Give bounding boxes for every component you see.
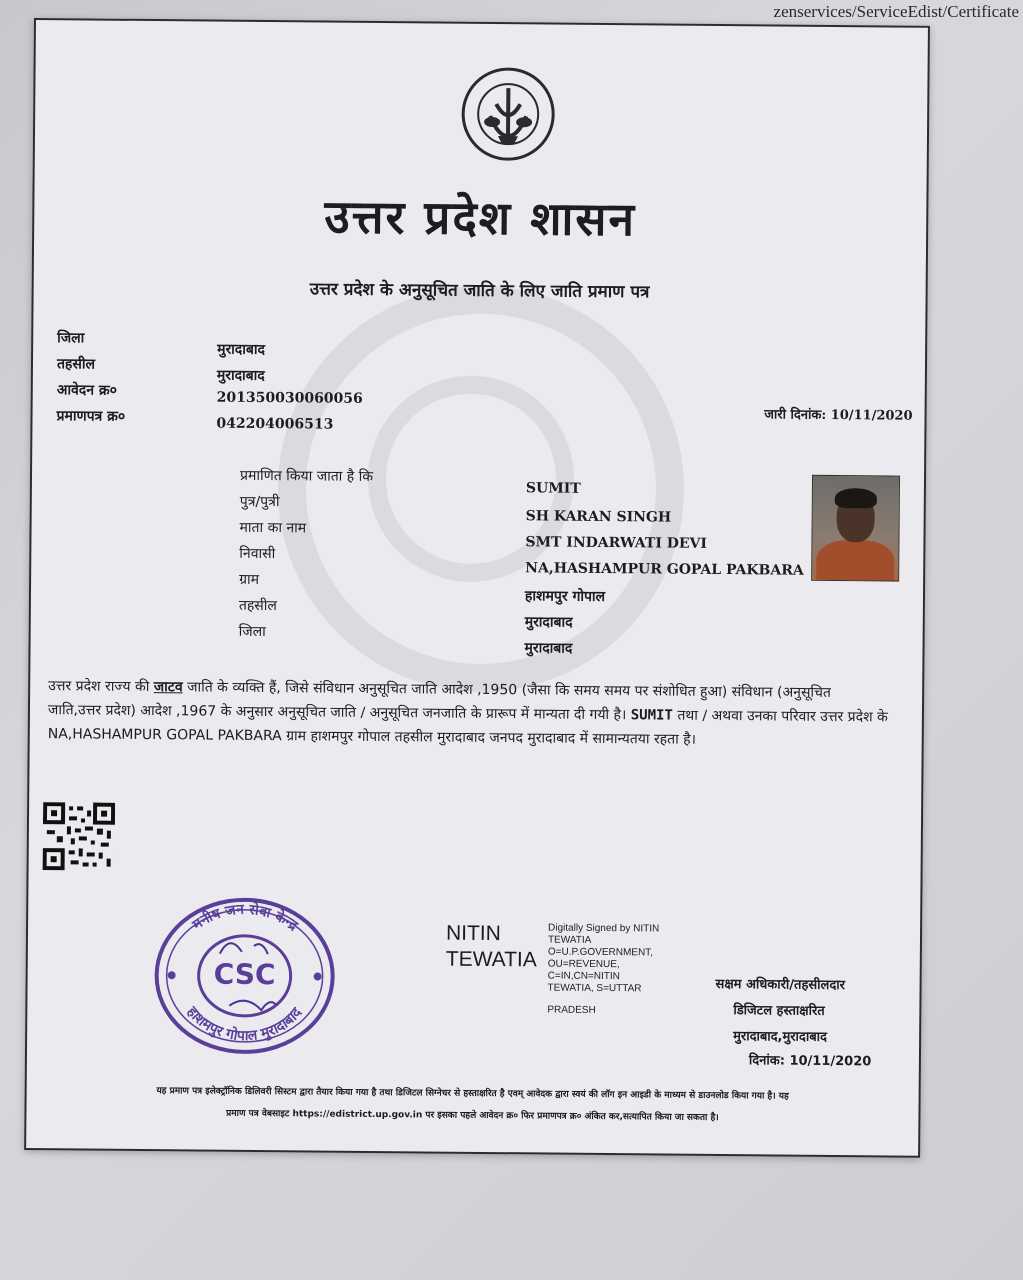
- svg-text:मनीष जन सेवा केन्द्र: मनीष जन सेवा केन्द्र: [189, 901, 301, 935]
- page-title: उत्तर प्रदेश शासन: [324, 189, 637, 247]
- meta-value-tehsil: मुरादाबाद: [216, 367, 265, 385]
- field-value-village: हाशमपुर गोपाल: [524, 588, 606, 606]
- meta-value-application-no: 201350030060056: [216, 389, 363, 407]
- field-label-district: जिला: [238, 623, 266, 641]
- field-label-resident: निवासी: [239, 545, 276, 563]
- caste-name: जाटव: [153, 679, 183, 696]
- watermark-emblem: [276, 284, 686, 694]
- field-label-parent: पुत्र/पुत्री: [239, 493, 280, 511]
- meta-value-district: मुरादाबाद: [217, 341, 266, 359]
- field-label-mother: माता का नाम: [239, 519, 307, 537]
- field-label-village: ग्राम: [239, 571, 260, 588]
- certificate-page: [24, 18, 930, 1158]
- applicant-photo: [811, 475, 900, 582]
- meta-label-tehsil: तहसील: [56, 356, 96, 373]
- svg-text:CSC: CSC: [213, 957, 276, 992]
- footer-verification: प्रमाण पत्र वेबसाइट https://edistrict.up.gov.in पर इसका पहले आवेदन क्र० फिर प्रमाणपत्र क्र० अंकित कर,सत्यापित किया जा सकता है।: [226, 1108, 719, 1124]
- meta-label-certificate-no: प्रमाणपत्र क्र०: [56, 408, 126, 425]
- digital-sign-label: डिजिटल हस्ताक्षरित: [733, 1003, 825, 1019]
- issue-date: जारी दिनांक: 10/11/2020: [764, 407, 913, 424]
- footer-note: यह प्रमाण पत्र इलेक्ट्रॉनिक डिलिवरी सिस्टम द्वारा तैयार किया गया है तथा डिजिटल सिग्नेचर से हस्ताक्षरित है एवम् आवेदक द्वारा स्वयं की लॉग इन आइडी के माध्यम से डाउनलोड किया गया है। यह: [156, 1086, 789, 1102]
- digital-signature-details: Digitally Signed by NITIN TEWATIA O=U.P.GOVERNMENT, OU=REVENUE, C=IN,CN=NITIN TEWATIA, S=UTTAR PRADESH: [547, 922, 660, 1016]
- meta-label-district: जिला: [57, 330, 85, 347]
- field-value-tehsil: मुरादाबाद: [524, 614, 573, 631]
- browser-url-fragment: zenservices/ServiceEdist/Certificate: [773, 2, 1019, 21]
- signer-name-first: NITIN: [445, 921, 501, 946]
- svg-text:हाशमपुर गोपाल मुरादाबाद: हाशमपुर गोपाल मुरादाबाद: [183, 1003, 305, 1045]
- up-government-emblem: [460, 66, 557, 163]
- official-designation: सक्षम अधिकारी/तहसीलदार: [715, 976, 846, 994]
- statement-name: SUMIT: [630, 707, 673, 724]
- field-value-parent: SH KARAN SINGH: [525, 508, 672, 526]
- qr-code: [43, 802, 116, 871]
- certificate-statement: उत्तर प्रदेश राज्य की जाटव जाति के व्यक्ति हैं, जिसे संविधान अनुसूचित जाति आदेश ,1950 (जैसा कि समय समय पर संशोधित हुआ) संविधान (अनुसूचित जाति,उत्तर प्रदेश) आदेश ,1967 के अनुसार अनुसूचित जाति / अनुसूचित जनजाति के प्रारूप में मान्यता दी गयी है। SUMIT तथा / अथवा उनका परिवार उत्तर प्रदेश के NA,HASHAMPUR GOPAL PAKBARA ग्राम हाशमपुर गोपाल तहसील मुरादाबाद जनपद मुरादाबाद में सामान्यतया रहता है।: [47, 678, 888, 748]
- field-value-mother: SMT INDARWATI DEVI: [525, 534, 708, 552]
- field-value-district: मुरादाबाद: [524, 640, 573, 657]
- signer-name-last: TEWATIA: [445, 947, 537, 972]
- csc-stamp: [149, 893, 340, 1055]
- intro-text: प्रमाणित किया जाता है कि: [239, 467, 374, 485]
- meta-value-certificate-no: 042204006513: [216, 415, 334, 433]
- certificate-subtitle: उत्तर प्रदेश के अनुसूचित जाति के लिए जाति प्रमाण पत्र: [309, 279, 650, 303]
- meta-label-application-no: आवेदन क्र०: [56, 382, 118, 399]
- field-label-tehsil: तहसील: [238, 597, 277, 615]
- official-location: मुरादाबाद,मुरादाबाद: [733, 1029, 827, 1045]
- field-value-name: SUMIT: [525, 480, 581, 497]
- official-date: दिनांक: 10/11/2020: [748, 1053, 872, 1070]
- field-value-resident: NA,HASHAMPUR GOPAL PAKBARA: [525, 560, 804, 579]
